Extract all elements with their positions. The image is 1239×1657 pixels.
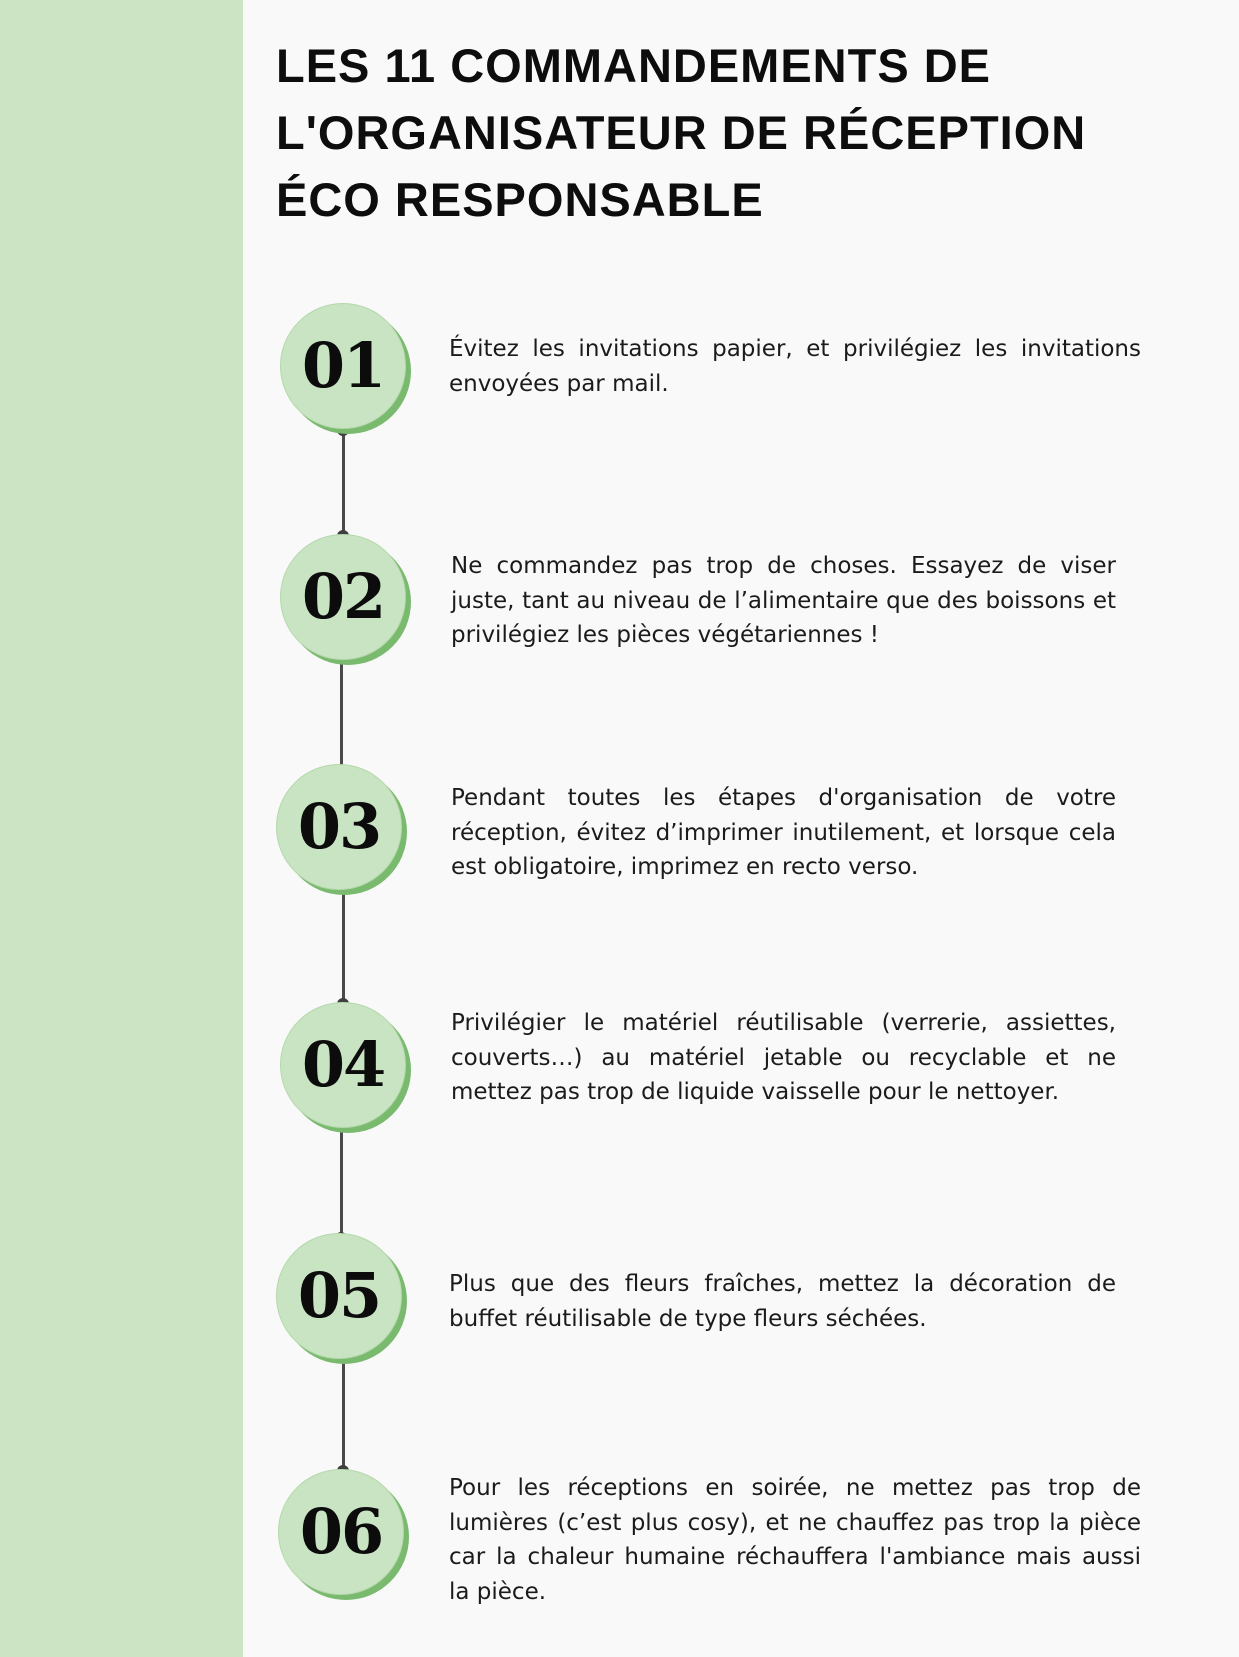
step-text-01: Évitez les invitations papier, et privilégiez les invitations envoyées par mail. [449,336,1141,397]
step-badge-02 [280,534,406,660]
step-badge-06 [278,1469,404,1595]
title-line-2: L'ORGANISATEUR DE RÉCEPTION [276,106,1087,159]
step-number: 03 [297,790,381,863]
connector-4-5 [340,1122,343,1238]
step-number: 05 [297,1259,381,1332]
step-text-06: Pour les réceptions en soirée, ne mettez pas trop de lumières (c’est plus cosy), et ne chauffez pas trop la pièce car la chaleur humaine réchauffera l'ambiance mais aussi la pièce. [449,1475,1141,1605]
connector-5-6 [342,1355,345,1471]
title-line-1: LES 11 COMMANDEMENTS DE [276,39,992,92]
step-badge-01 [280,303,406,429]
step-text-02: Ne commandez pas trop de choses. Essayez de viser juste, tant au niveau de l’alimentaire que des boissons et privilégiez les pièces végétariennes ! [451,553,1116,648]
step-text-03: Pendant toutes les étapes d'organisation de votre réception, évitez d’imprimer inutilement, et lorsque cela est obligatoire, imprimez en recto verso. [451,785,1116,880]
step-number: 06 [299,1495,383,1568]
step-badge-03 [276,764,402,890]
step-badge-05 [276,1233,402,1359]
step-number: 02 [301,560,385,633]
connector-2-3 [340,654,343,770]
connector-1-2 [342,430,345,536]
step-text-04: Privilégier le matériel réutilisable (verrerie, assiettes, couverts…) au matériel jetable ou recyclable et ne mettez pas trop de liquide vaisselle pour le nettoyer. [451,1010,1116,1105]
title-line-3: ÉCO RESPONSABLE [276,173,764,226]
step-number: 04 [301,1028,385,1101]
step-number: 01 [301,329,385,402]
step-badge-04 [280,1002,406,1128]
step-text-05: Plus que des fleurs fraîches, mettez la décoration de buffet réutilisable de type fleurs séchées. [449,1271,1116,1332]
connector-3-4 [342,888,345,1004]
